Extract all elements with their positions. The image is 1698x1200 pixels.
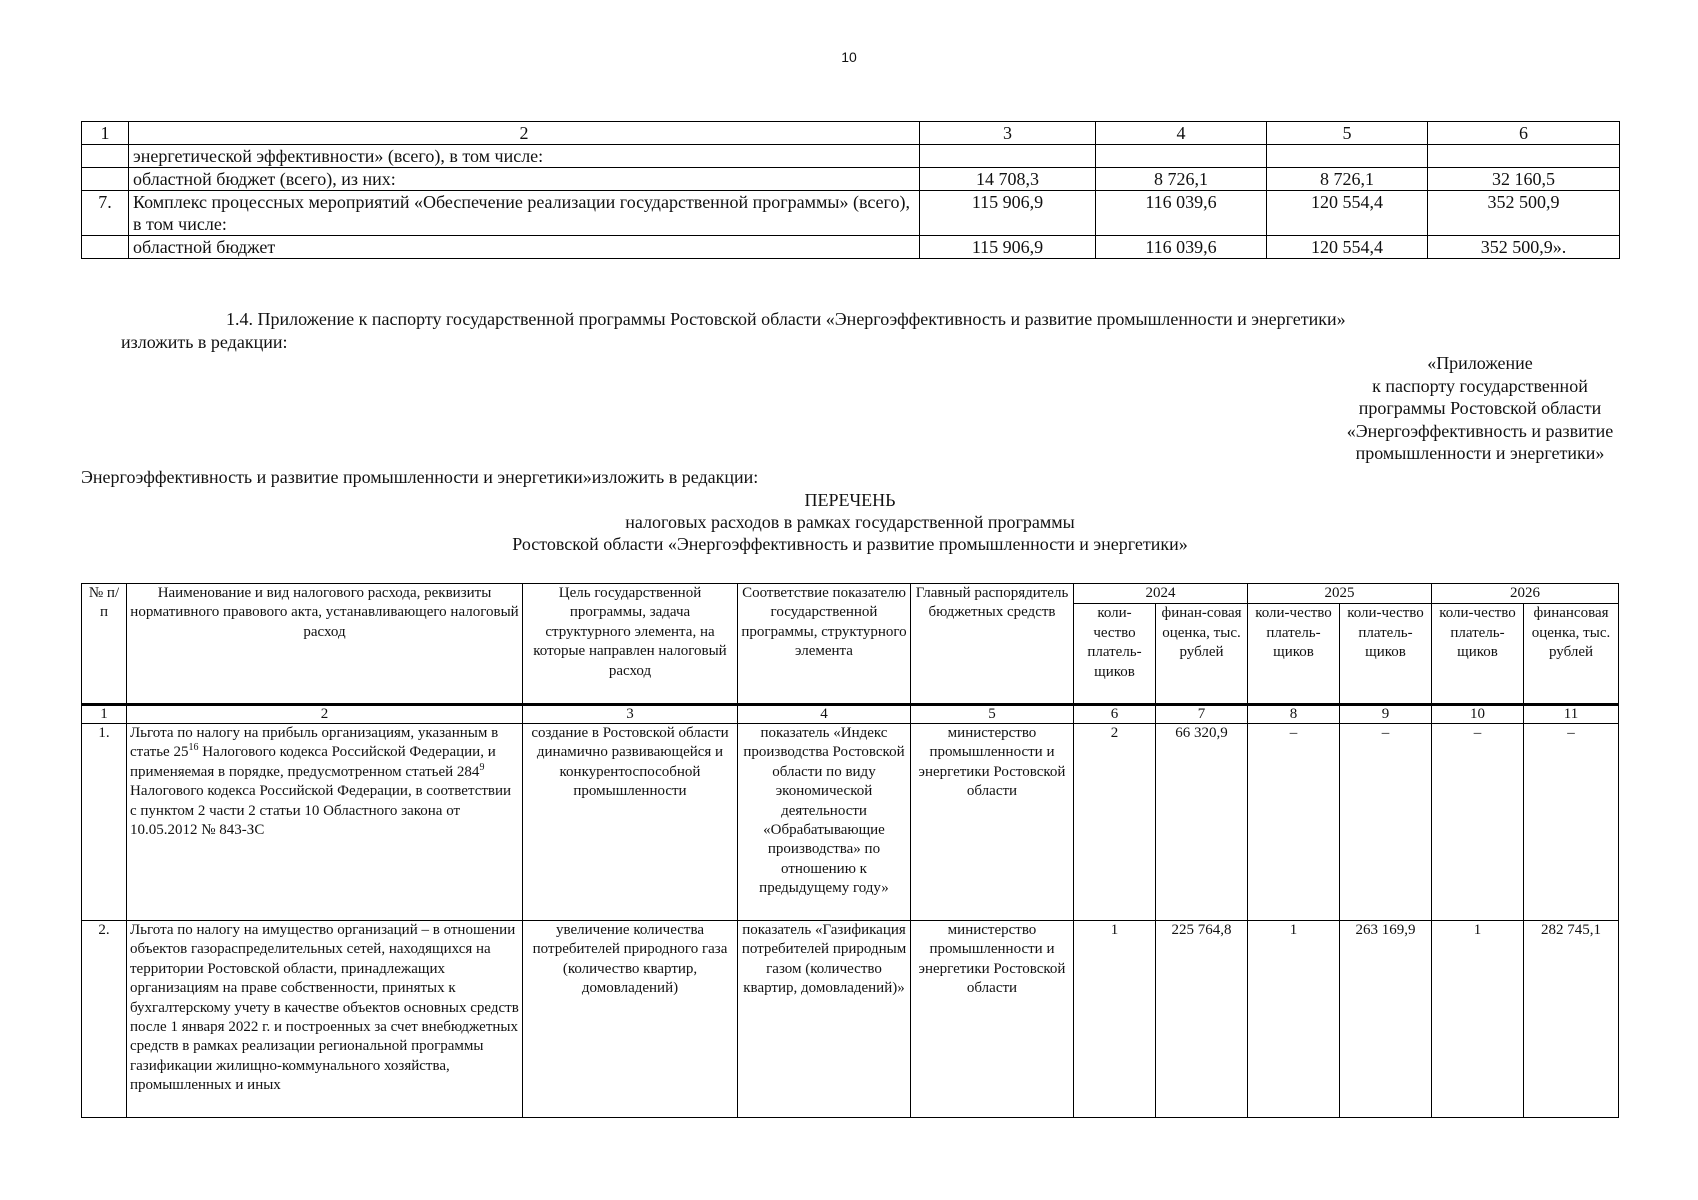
value-cell: 282 745,1 <box>1524 921 1619 1118</box>
table-row <box>82 724 1619 921</box>
table-row <box>82 191 1620 236</box>
value-cell: 120 554,4 <box>1267 191 1428 236</box>
col-number: 5 <box>911 705 1074 724</box>
appendix-line: «Энергоэффективность и развитие <box>1346 420 1614 441</box>
value-cell: 1 <box>1074 921 1156 1118</box>
row-name-part: Льгота по налогу на прибыль организациям, указанным в статье 25 <box>130 725 499 761</box>
value-cell: 116 039,6 <box>1096 191 1267 236</box>
row-goal: увеличение количества потребителей природного газа (количество квартир, домовладений) <box>523 921 738 1118</box>
document-title <box>450 489 1250 555</box>
superscript: 16 <box>188 742 199 754</box>
budget-table <box>81 121 1620 259</box>
col-header: 2 <box>129 122 920 145</box>
row-number: 1. <box>82 724 127 921</box>
row-name <box>127 724 523 921</box>
page-number: 10 <box>841 49 857 65</box>
title-line: налоговых расходов в рамках государственной программы <box>625 512 1075 532</box>
col-header-match: Соответствие показателю государственной программы, структурного элемента <box>738 584 911 705</box>
row-number <box>82 236 129 259</box>
row-number <box>82 145 129 168</box>
col-number: 6 <box>1074 705 1156 724</box>
col-number: 9 <box>1340 705 1432 724</box>
col-header-count: коли-чество платель-щиков <box>1432 604 1524 705</box>
value-cell: – <box>1432 724 1524 921</box>
value-cell: 263 169,9 <box>1340 921 1432 1118</box>
tax-expenditure-table <box>81 583 1619 1118</box>
table-row <box>82 145 1620 168</box>
value-cell <box>1267 145 1428 168</box>
title-line: Ростовской области «Энергоэффективность и развитие промышленности и энергетики» <box>512 534 1188 554</box>
row-goal: создание в Ростовской области динамично развивающейся и конкурентоспособной промышленности <box>523 724 738 921</box>
superscript: 9 <box>479 761 485 773</box>
col-header-2025: 2025 <box>1248 584 1432 604</box>
row-manager: министерство промышленности и энергетики Ростовской области <box>911 921 1074 1118</box>
table-row <box>82 921 1619 1118</box>
row-manager: министерство промышленности и энергетики Ростовской области <box>911 724 1074 921</box>
col-number: 2 <box>127 705 523 724</box>
col-header-2026: 2026 <box>1432 584 1619 604</box>
col-header: 6 <box>1428 122 1620 145</box>
value-cell: 225 764,8 <box>1156 921 1248 1118</box>
col-number: 8 <box>1248 705 1340 724</box>
col-header-name: Наименование и вид налогового расхода, реквизиты нормативного правового акта, устанавливающего налоговый расход <box>127 584 523 705</box>
value-cell: 1 <box>1248 921 1340 1118</box>
row-name: Комплекс процессных мероприятий «Обеспечение реализации государственной программы» (всего), в том числе: <box>129 191 920 236</box>
appendix-line: к паспорту государственной <box>1372 375 1588 396</box>
value-cell: 66 320,9 <box>1156 724 1248 921</box>
row-name-part: Налогового кодекса Российской Федерации, в соответствии с пунктом 2 части 2 статьи 10 Областного закона от 10.05.2012 № 843-ЗС <box>130 783 512 839</box>
value-cell: 352 500,9 <box>1428 191 1620 236</box>
value-cell: 115 906,9 <box>920 236 1096 259</box>
paragraph-line-2: изложить в редакции: <box>121 332 288 352</box>
table-row <box>82 168 1620 191</box>
value-cell: 8 726,1 <box>1096 168 1267 191</box>
col-header: 1 <box>82 122 129 145</box>
row-name: областной бюджет <box>129 236 920 259</box>
col-number: 10 <box>1432 705 1524 724</box>
row-name: энергетической эффективности» (всего), в том числе: <box>129 145 920 168</box>
table-header-row <box>82 122 1620 145</box>
value-cell: – <box>1524 724 1619 921</box>
col-header: 3 <box>920 122 1096 145</box>
value-cell: 2 <box>1074 724 1156 921</box>
row-number <box>82 168 129 191</box>
col-header-num: № п/п <box>82 584 127 705</box>
col-header-count: коли-чество платель-щиков <box>1248 604 1340 705</box>
header-row <box>82 584 1619 604</box>
column-number-row <box>82 705 1619 724</box>
col-header-goal: Цель государственной программы, задача структурного элемента, на которые направлен налоговый расход <box>523 584 738 705</box>
col-header-count: коли-чество платель-щиков <box>1074 604 1156 705</box>
value-cell: – <box>1248 724 1340 921</box>
col-header-2024: 2024 <box>1074 584 1248 604</box>
row-number: 2. <box>82 921 127 1118</box>
appendix-line: программы Ростовской области <box>1358 398 1602 418</box>
col-header: 5 <box>1267 122 1428 145</box>
col-number: 4 <box>738 705 911 724</box>
col-header-estimate: финансовая оценка, тыс. рублей <box>1524 604 1619 705</box>
row-name: Льгота по налогу на имущество организаций – в отношении объектов газораспределительных сетей, находящихся на территории Ростовской области, принадлежащих организациям на праве собственности, принятых к бухгалтерскому учету в качестве объектов основных средств после 1 января 2022 г. и построенных за счет внебюджетных средств в рамках реализации региональной программы газификации жилищно-коммунального хозяйства, промышленных и иных <box>127 921 523 1118</box>
value-cell: 8 726,1 <box>1267 168 1428 191</box>
row-name: областной бюджет (всего), из них: <box>129 168 920 191</box>
value-cell: 1 <box>1432 921 1524 1118</box>
tail-line: Энергоэффективность и развитие промышленности и энергетики»изложить в редакции: <box>81 467 759 487</box>
appendix-line: промышленности и энергетики» <box>1355 443 1605 463</box>
col-header-estimate: финан-совая оценка, тыс. рублей <box>1156 604 1248 705</box>
row-indicator: показатель «Газификация потребителей природным газом (количество квартир, домовладений)» <box>738 921 911 1118</box>
col-number: 3 <box>523 705 738 724</box>
value-cell <box>1428 145 1620 168</box>
value-cell: 32 160,5 <box>1428 168 1620 191</box>
value-cell: 14 708,3 <box>920 168 1096 191</box>
value-cell: 116 039,6 <box>1096 236 1267 259</box>
value-cell: 120 554,4 <box>1267 236 1428 259</box>
col-header-count: коли-чество платель-щиков <box>1340 604 1432 705</box>
appendix-line: «Приложение <box>1427 353 1533 373</box>
col-header: 4 <box>1096 122 1267 145</box>
value-cell <box>1096 145 1267 168</box>
col-number: 1 <box>82 705 127 724</box>
row-indicator: показатель «Индекс производства Ростовской области по виду экономической деятельности «Обрабатывающие производства» по отношению к предыдущему году» <box>738 724 911 921</box>
value-cell: – <box>1340 724 1432 921</box>
appendix-block <box>1300 352 1660 465</box>
title-line: ПЕРЕЧЕНЬ <box>804 490 896 510</box>
col-number: 7 <box>1156 705 1248 724</box>
row-number: 7. <box>82 191 129 236</box>
value-cell: 352 500,9». <box>1428 236 1620 259</box>
value-cell <box>920 145 1096 168</box>
row-name-part: Налогового кодекса Российской Федерации, и применяемая в порядке, предусмотренном статьей 284 <box>130 744 496 780</box>
value-cell: 115 906,9 <box>920 191 1096 236</box>
col-header-manager: Главный распорядитель бюджетных средств <box>911 584 1074 705</box>
table-row <box>82 236 1620 259</box>
col-number: 11 <box>1524 705 1619 724</box>
paragraph-line-1: 1.4. Приложение к паспорту государственной программы Ростовской области «Энергоэффективность и развитие промышленности и энергетики» <box>226 309 1346 329</box>
